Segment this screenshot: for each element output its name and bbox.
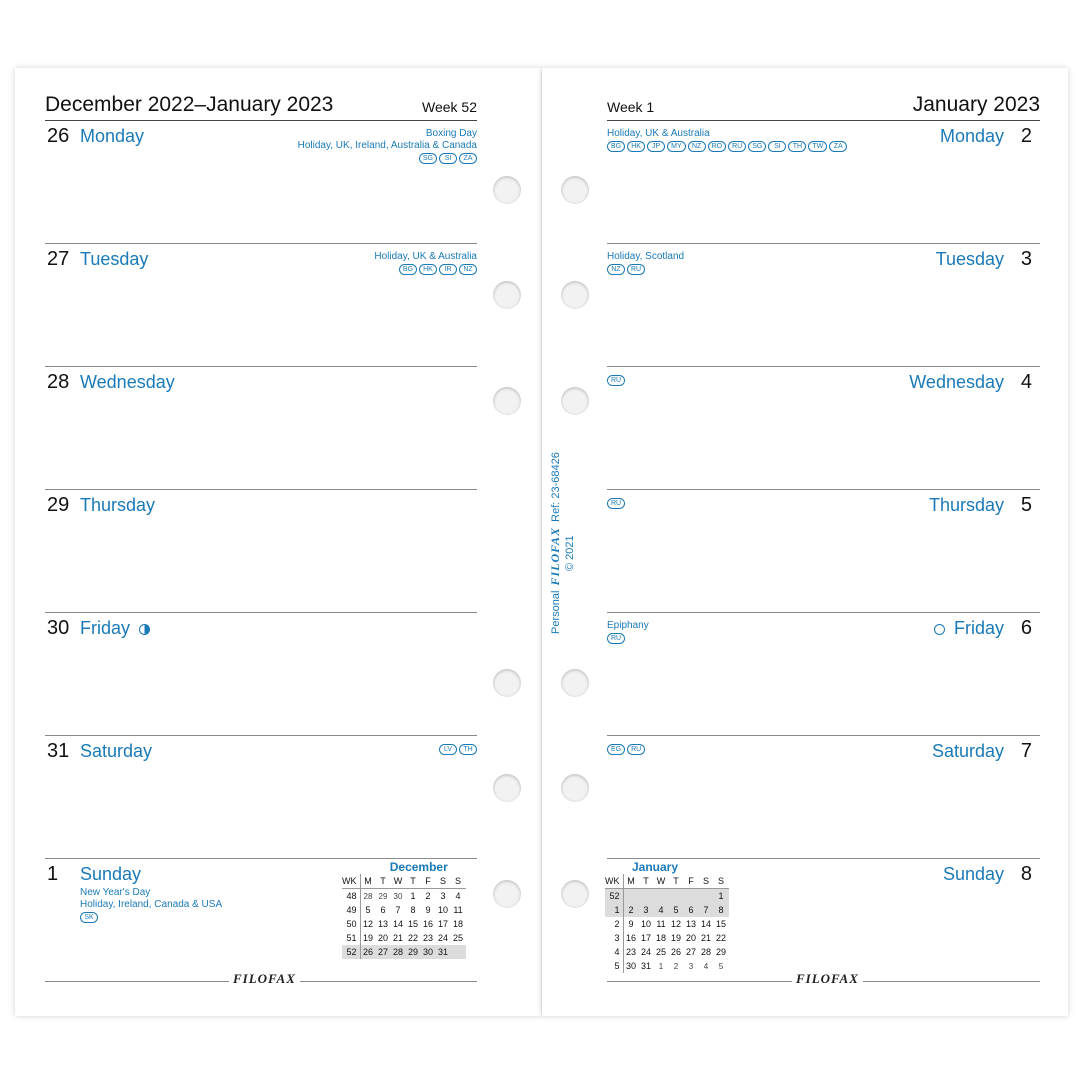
reference-size: Personal [550, 590, 562, 634]
calendar-date: 18 [452, 919, 463, 929]
calendar-date: 30 [393, 891, 403, 901]
calendar-date: 3 [639, 903, 654, 917]
day-number: 4 [1020, 371, 1032, 393]
day-name [936, 249, 1004, 270]
day-slot-saturday [607, 735, 1040, 858]
weekday-header: T [376, 874, 391, 889]
day-name-label: Thursday [80, 495, 156, 515]
day-name-label: Thursday [928, 495, 1004, 515]
country-badge: ZA [459, 153, 477, 164]
week-number: 50 [342, 917, 360, 931]
day-name [80, 618, 150, 639]
calendar-date: 28 [391, 945, 406, 959]
calendar-date: 29 [378, 891, 388, 901]
calendar-date: 10 [437, 905, 448, 915]
calendar-date: 14 [392, 919, 403, 929]
calendar-date [684, 889, 699, 904]
mini-calendar-week-row [342, 945, 466, 959]
country-badges [374, 264, 477, 275]
mini-calendar-week-row [342, 931, 466, 945]
day-number: 2 [1020, 125, 1032, 147]
country-badge: JP [647, 141, 665, 152]
day-name-label: Sunday [80, 864, 142, 884]
country-badge: RO [708, 141, 727, 152]
calendar-date: 30 [625, 961, 636, 971]
day-name [80, 249, 148, 270]
day-name-label: Tuesday [935, 249, 1004, 269]
calendar-date: 1 [714, 889, 729, 904]
country-badge: SI [768, 141, 786, 152]
mini-calendar-grid [605, 874, 729, 973]
filofax-logo: FILOFAX [792, 971, 863, 987]
weekday-header: W [654, 874, 669, 889]
calendar-date: 5 [718, 961, 724, 971]
calendar-date: 2 [673, 961, 679, 971]
weekday-header: T [639, 874, 654, 889]
day-slot-wednesday [607, 366, 1040, 489]
weekday-header: S [699, 874, 714, 889]
mini-calendar-week-row [342, 917, 466, 931]
calendar-date: 13 [685, 919, 696, 929]
binder-hole [561, 387, 589, 415]
country-badge: NZ [607, 264, 625, 275]
calendar-date: 15 [715, 919, 726, 929]
day-slot-tuesday [607, 243, 1040, 366]
calendar-date: 5 [365, 905, 371, 915]
holiday-note: Boxing Day [425, 128, 477, 139]
filofax-logo: FILOFAX [548, 526, 562, 586]
day-name-label: Saturday [80, 741, 153, 761]
calendar-date: 23 [625, 947, 636, 957]
week-number: 52 [605, 889, 623, 904]
country-badge: RU [728, 141, 746, 152]
holiday-note: Holiday, UK & Australia [374, 251, 477, 262]
calendar-date: 7 [699, 903, 714, 917]
country-badges [298, 153, 477, 164]
mini-calendar-week-row [605, 945, 729, 959]
mini-calendar-january [605, 860, 729, 973]
weekday-header: S [451, 874, 466, 889]
week-number: 2 [605, 917, 623, 931]
holiday-note: Holiday, UK & Australia [607, 128, 710, 139]
day-name [929, 495, 1004, 516]
holiday-note: Holiday, Ireland, Canada & USA [80, 899, 223, 910]
calendar-date: 23 [422, 933, 433, 943]
calendar-date [669, 889, 684, 904]
binder-hole [493, 176, 521, 204]
country-badge: SG [748, 141, 766, 152]
calendar-date: 12 [670, 919, 681, 929]
day-notes [298, 128, 477, 164]
binder-hole [561, 880, 589, 908]
mini-calendar-grid [342, 874, 466, 959]
day-number: 7 [1020, 740, 1032, 762]
calendar-date: 21 [392, 933, 403, 943]
country-badge: RU [607, 375, 625, 386]
calendar-date: 16 [422, 919, 433, 929]
day-notes [607, 743, 645, 755]
binder-hole [493, 281, 521, 309]
country-badges [439, 744, 477, 755]
mini-calendar-week-row [342, 889, 466, 904]
weekday-header: M [623, 874, 639, 889]
calendar-date: 25 [452, 933, 463, 943]
weekday-header: W [391, 874, 406, 889]
calendar-date: 1 [410, 891, 416, 901]
calendar-date [451, 945, 466, 959]
week-number: 1 [605, 903, 623, 917]
day-name-label: Tuesday [80, 249, 149, 269]
day-number: 27 [47, 248, 70, 270]
country-badge: MY [667, 141, 686, 152]
country-badge: BG [607, 141, 625, 152]
calendar-date: 17 [640, 933, 651, 943]
calendar-date: 31 [436, 945, 451, 959]
calendar-date: 26 [670, 947, 681, 957]
country-badge: IR [439, 264, 457, 275]
calendar-date: 7 [395, 905, 401, 915]
day-name-label: Sunday [942, 864, 1004, 884]
country-badges [607, 375, 625, 386]
day-number: 31 [47, 740, 70, 762]
country-badge: TW [808, 141, 827, 152]
reference-code: Ref: 23-68426 [550, 452, 562, 522]
calendar-date: 8 [410, 905, 416, 915]
binder-hole [493, 669, 521, 697]
weekday-header: M [360, 874, 376, 889]
calendar-date: 9 [628, 919, 634, 929]
country-badge: TH [459, 744, 477, 755]
calendar-date: 3 [688, 961, 694, 971]
day-number: 26 [47, 125, 70, 147]
calendar-date: 30 [421, 945, 436, 959]
filofax-logo: FILOFAX [229, 971, 300, 987]
country-badge: NZ [459, 264, 477, 275]
country-badges [607, 498, 625, 509]
calendar-date: 6 [684, 903, 699, 917]
weekday-header: S [714, 874, 729, 889]
left-page-title: December 2022–January 2023 [45, 93, 334, 116]
calendar-date: 4 [703, 961, 709, 971]
day-notes [374, 251, 477, 275]
holiday-note: New Year's Day [80, 887, 151, 898]
calendar-date [654, 889, 669, 904]
mini-calendar-week-row [605, 931, 729, 945]
calendar-date: 4 [654, 903, 669, 917]
binder-hole [561, 281, 589, 309]
mini-calendar-week-row [605, 889, 729, 904]
day-name-label: Friday [80, 618, 131, 638]
mini-calendar-week-row [605, 959, 729, 973]
week-number: 52 [342, 945, 360, 959]
week-number: 48 [342, 889, 360, 904]
calendar-date: 21 [700, 933, 711, 943]
country-badges [607, 633, 649, 644]
country-badges [607, 141, 847, 152]
right-page [542, 68, 1068, 1016]
calendar-date: 24 [437, 933, 448, 943]
calendar-date: 1 [658, 961, 664, 971]
week-number: 51 [342, 931, 360, 945]
calendar-date: 5 [669, 903, 684, 917]
day-number: 6 [1020, 617, 1032, 639]
mini-calendar-header-row [342, 874, 466, 889]
day-notes [607, 128, 847, 152]
first-quarter-moon-icon [139, 624, 150, 635]
country-badge: SI [439, 153, 457, 164]
calendar-date: 13 [377, 919, 388, 929]
binder-hole [493, 387, 521, 415]
right-week-label: Week 1 [607, 99, 655, 115]
day-name [80, 864, 141, 885]
calendar-date: 22 [715, 933, 726, 943]
weekday-header: F [421, 874, 436, 889]
weekday-header: T [406, 874, 421, 889]
weekday-header: S [436, 874, 451, 889]
mini-calendar-week-row [605, 917, 729, 931]
country-badge: SG [419, 153, 437, 164]
calendar-date: 3 [440, 891, 446, 901]
calendar-date: 2 [425, 891, 431, 901]
day-name-label: Monday [80, 126, 145, 146]
calendar-date: 28 [700, 947, 711, 957]
calendar-date: 29 [715, 947, 726, 957]
calendar-date: 18 [655, 933, 666, 943]
day-name [940, 126, 1004, 147]
day-name [80, 741, 152, 762]
full-moon-icon [934, 624, 945, 635]
calendar-date: 10 [640, 919, 651, 929]
day-name [80, 126, 144, 147]
day-notes [607, 620, 649, 644]
calendar-date: 15 [407, 919, 418, 929]
calendar-date [623, 889, 639, 904]
calendar-date: 16 [625, 933, 636, 943]
calendar-date: 20 [685, 933, 696, 943]
calendar-date: 12 [362, 919, 373, 929]
day-number: 8 [1020, 863, 1032, 885]
day-slot-wednesday [45, 366, 477, 489]
day-number: 30 [47, 617, 70, 639]
mini-calendar-week-row [342, 903, 466, 917]
day-name [909, 372, 1004, 393]
calendar-date: 22 [407, 933, 418, 943]
binder-hole [561, 669, 589, 697]
country-badge: BG [399, 264, 417, 275]
country-badges [80, 912, 98, 923]
right-page-title: January 2023 [912, 93, 1040, 116]
day-slot-friday [607, 612, 1040, 735]
week-number: 3 [605, 931, 623, 945]
day-number: 1 [47, 863, 59, 885]
day-name [932, 741, 1004, 762]
day-number: 5 [1020, 494, 1032, 516]
calendar-date: 14 [700, 919, 711, 929]
country-badge: SK [80, 912, 98, 923]
day-name-label: Friday [953, 618, 1004, 638]
country-badge: RU [627, 264, 645, 275]
calendar-date: 9 [425, 905, 431, 915]
country-badge: ZA [829, 141, 847, 152]
day-slot-tuesday [45, 243, 477, 366]
calendar-date [699, 889, 714, 904]
holiday-note: Epiphany [607, 620, 649, 631]
day-name-label: Wednesday [909, 372, 1004, 392]
day-name [943, 864, 1004, 885]
country-badge: LV [439, 744, 457, 755]
country-badge: RU [607, 498, 625, 509]
mini-calendar-week-row [605, 903, 729, 917]
binder-hole [561, 176, 589, 204]
week-number: 5 [605, 959, 623, 973]
day-name [934, 618, 1004, 639]
country-badge: NZ [688, 141, 706, 152]
weekday-header: T [669, 874, 684, 889]
weekday-header: WK [342, 874, 360, 889]
calendar-date: 19 [670, 933, 681, 943]
day-number: 28 [47, 371, 70, 393]
left-week-label: Week 52 [422, 99, 477, 115]
calendar-date: 20 [377, 933, 388, 943]
copyright: © 2021 [564, 535, 576, 571]
country-badge: RU [627, 744, 645, 755]
calendar-date: 19 [362, 933, 373, 943]
calendar-date: 27 [685, 947, 696, 957]
binder-hole [561, 774, 589, 802]
country-badges [607, 264, 684, 275]
calendar-date: 8 [714, 903, 729, 917]
calendar-date: 26 [360, 945, 376, 959]
left-page [15, 68, 541, 1016]
calendar-date: 4 [455, 891, 461, 901]
day-notes [439, 743, 477, 755]
day-slot-friday [45, 612, 477, 735]
calendar-date: 6 [380, 905, 386, 915]
day-number: 3 [1020, 248, 1032, 270]
calendar-date: 25 [655, 947, 666, 957]
mini-calendar-month: December [389, 860, 448, 874]
day-notes [607, 251, 684, 275]
week-number: 4 [605, 945, 623, 959]
country-badge: HK [419, 264, 437, 275]
country-badges [607, 744, 645, 755]
calendar-date: 11 [656, 919, 666, 929]
reference-imprint [548, 452, 577, 634]
calendar-date: 31 [640, 961, 651, 971]
calendar-date: 27 [376, 945, 391, 959]
holiday-note: Holiday, UK, Ireland, Australia & Canada [297, 140, 477, 151]
mini-calendar-header-row [605, 874, 729, 889]
holiday-note: Holiday, Scotland [607, 251, 685, 262]
day-name [80, 372, 175, 393]
calendar-date: 2 [623, 903, 639, 917]
day-number: 29 [47, 494, 70, 516]
country-badge: EG [607, 744, 625, 755]
country-badge: RU [607, 633, 625, 644]
week-number: 49 [342, 903, 360, 917]
weekday-header: F [684, 874, 699, 889]
mini-calendar-december [342, 860, 466, 959]
day-notes [607, 374, 625, 386]
calendar-date: 28 [363, 891, 373, 901]
day-slot-thursday [607, 489, 1040, 612]
day-slot-saturday [45, 735, 477, 858]
country-badge: HK [627, 141, 645, 152]
binder-hole [493, 880, 521, 908]
calendar-date: 11 [453, 905, 463, 915]
day-slot-monday [45, 120, 477, 243]
calendar-date: 29 [406, 945, 421, 959]
country-badge: TH [788, 141, 806, 152]
day-name-label: Monday [939, 126, 1004, 146]
weekday-header: WK [605, 874, 623, 889]
day-name-label: Wednesday [80, 372, 175, 392]
calendar-date: 24 [640, 947, 651, 957]
binder-hole [493, 774, 521, 802]
day-slot-thursday [45, 489, 477, 612]
mini-calendar-month: January [631, 860, 679, 874]
day-name-label: Saturday [931, 741, 1004, 761]
day-name [80, 495, 155, 516]
calendar-date: 17 [437, 919, 448, 929]
day-notes [607, 497, 625, 509]
calendar-date [639, 889, 654, 904]
day-slot-monday [607, 120, 1040, 243]
